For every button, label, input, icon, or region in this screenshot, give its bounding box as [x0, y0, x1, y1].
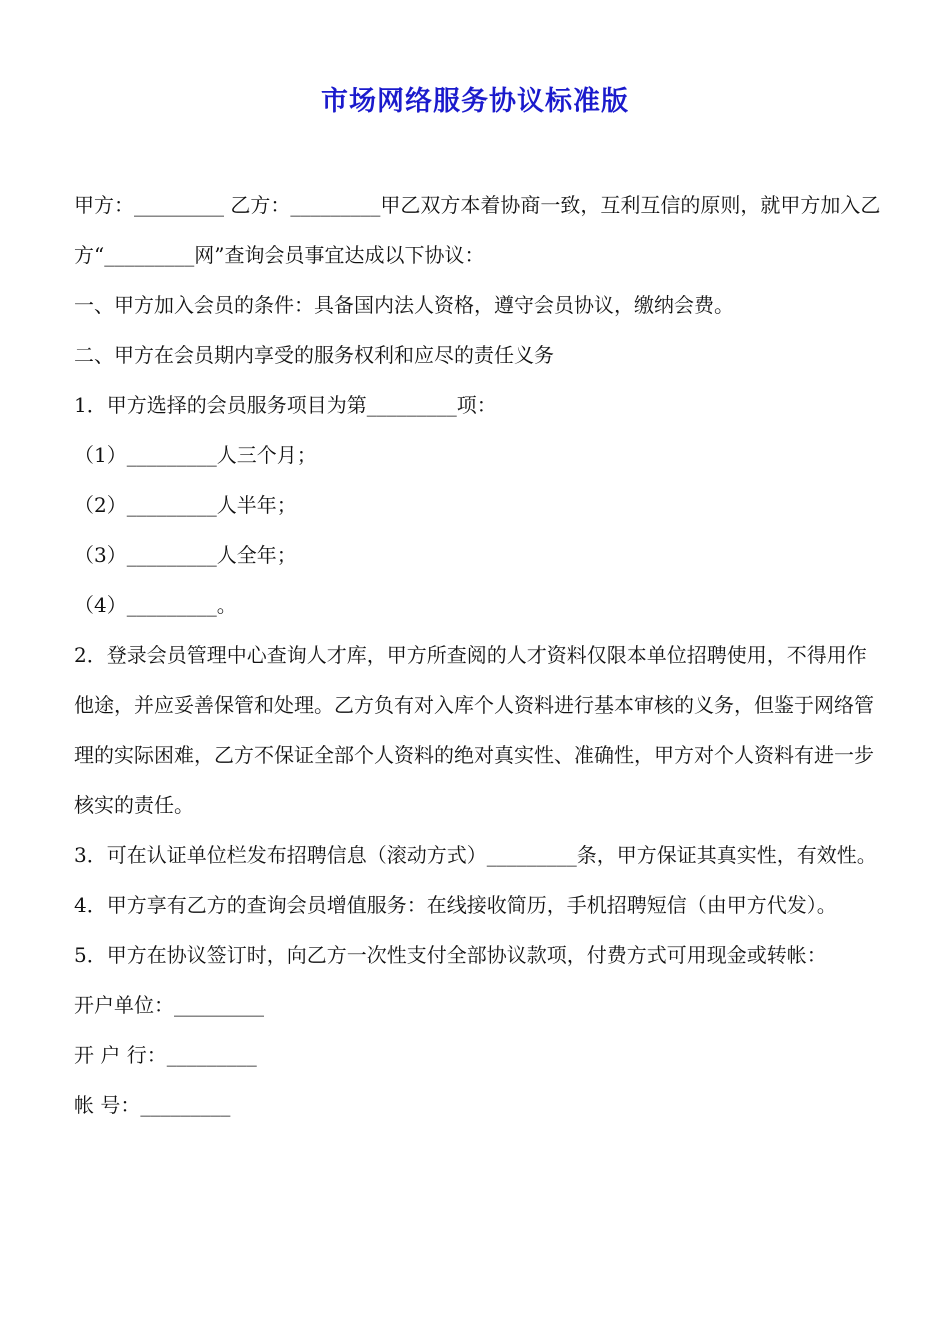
- paragraph-option-3: （3）_________人全年；: [74, 543, 297, 567]
- document-title: 市场网络服务协议标准版: [321, 86, 629, 117]
- paragraph-item-4: 4．甲方享有乙方的查询会员增值服务：在线接收简历，手机招聘短信（由甲方代发）。: [74, 893, 837, 917]
- paragraph-bank-name: 开 户 行：_________: [74, 1043, 257, 1067]
- paragraph-option-4: （4）_________。: [74, 593, 237, 617]
- paragraph-item-2: 2．登录会员管理中心查询人才库，甲方所查阅的人才资料仅限本单位招聘使用，不得用作他途，并应妥善保管和处理。乙方负有对入库个人资料进行基本审核的义务，但鉴于网络管理的实际困难，乙方不保证全部个人资料的绝对真实性、准确性，甲方对个人资料有进一步核实的责任。: [74, 643, 874, 817]
- paragraph-item-5: 5．甲方在协议签订时，向乙方一次性支付全部协议款项，付费方式可用现金或转帐：: [74, 943, 827, 967]
- paragraph-clause-1: 一、甲方加入会员的条件：具备国内法人资格，遵守会员协议，缴纳会费。: [74, 293, 734, 317]
- paragraph-option-2: （2）_________人半年；: [74, 493, 297, 517]
- document-body: [74, 180, 884, 1130]
- paragraph-bank-unit: 开户单位：_________: [74, 993, 264, 1017]
- paragraph-item-1: 1．甲方选择的会员服务项目为第_________项：: [74, 393, 497, 417]
- paragraph-bank-account: 帐 号：_________: [74, 1093, 231, 1117]
- paragraph-clause-2: 二、甲方在会员期内享受的服务权利和应尽的责任义务: [74, 343, 554, 367]
- paragraph-option-1: （1）_________人三个月；: [74, 443, 317, 467]
- paragraph-intro: 甲方：_________ 乙方：_________甲乙双方本着协商一致，互利互信的原则，就甲方加入乙方“_________网”查询会员事宜达成以下协议：: [74, 193, 881, 267]
- paragraph-item-3: 3．可在认证单位栏发布招聘信息（滚动方式）_________条，甲方保证其真实性，有效性。: [74, 843, 877, 867]
